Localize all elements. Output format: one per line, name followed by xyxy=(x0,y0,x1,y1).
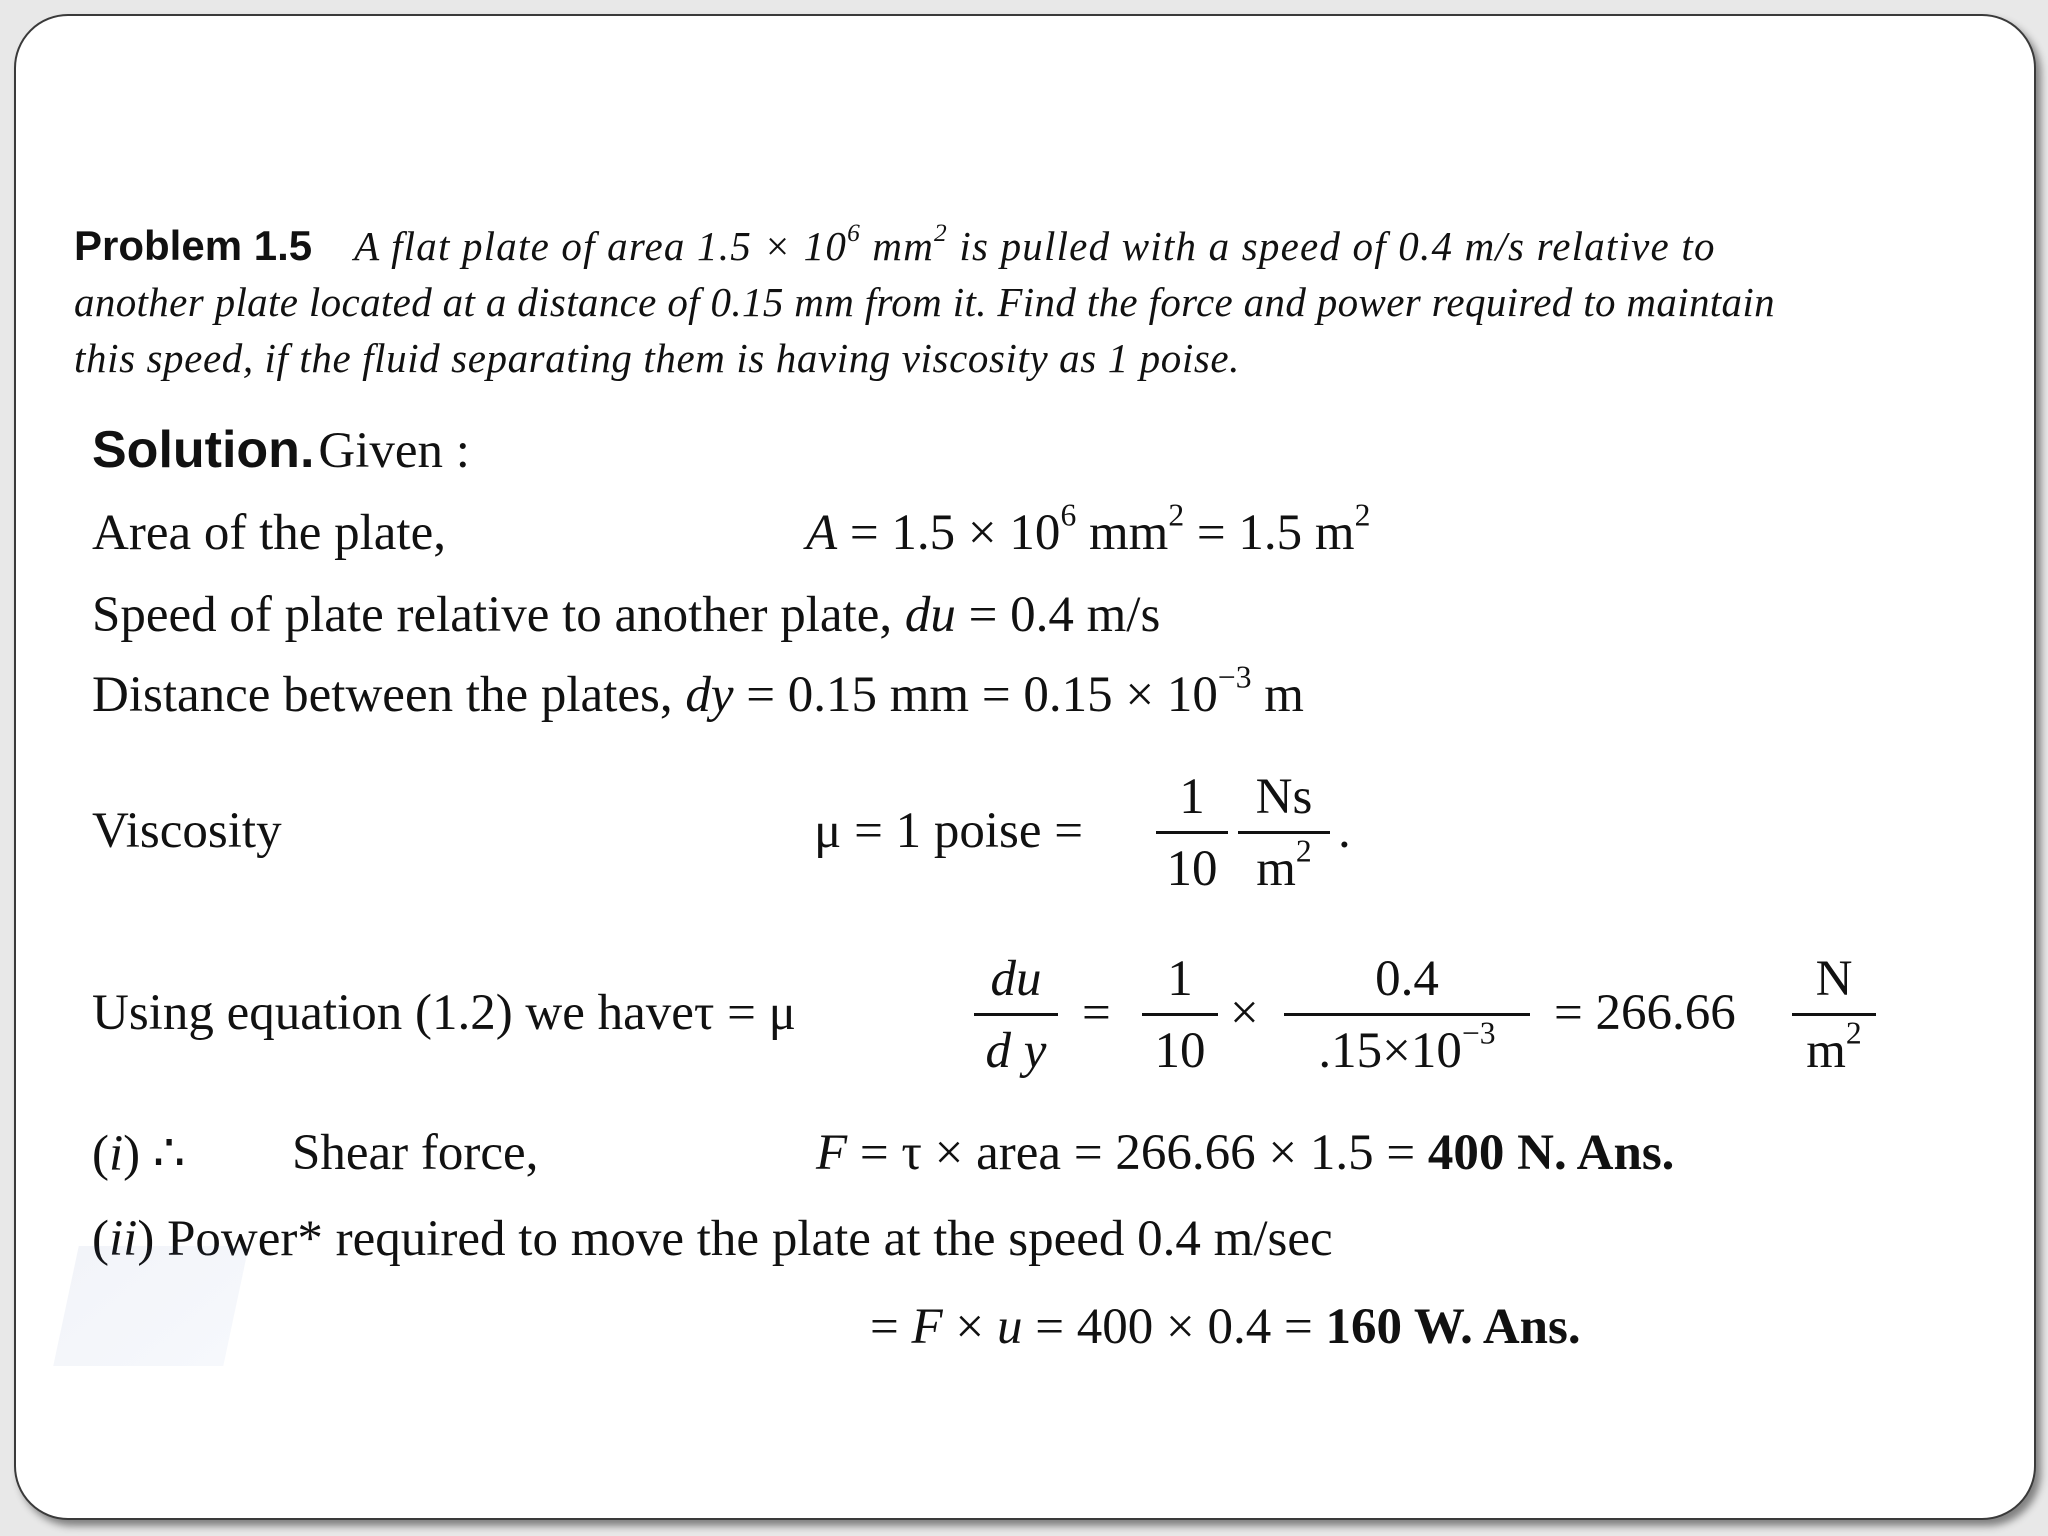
viscosity-label: Viscosity xyxy=(92,803,282,859)
given-label: Given : xyxy=(318,423,470,479)
problem-line-1: A flat plate of area $1.5 \times 10^6$ $mm^2$ is pulled with a speed of 0.4 m/s relative to xyxy=(354,218,1716,269)
viscosity-fraction-1: 1 10 xyxy=(1156,772,1228,895)
slide xyxy=(14,14,2036,1520)
area-label: Area of the plate, xyxy=(92,505,446,561)
problem-label: Problem 1.5 xyxy=(74,222,313,269)
solution-heading xyxy=(92,420,470,480)
shear-stress-result: = 266.66 xyxy=(1554,985,1736,1041)
times-sign: × xyxy=(1230,985,1259,1041)
power-equation: = F × u = 400 × 0.4 = 160 W. Ans. xyxy=(870,1299,1581,1355)
problem-line-3: this speed, if the fluid separating them is having viscosity as 1 poise. xyxy=(74,335,1241,381)
problem-heading-line xyxy=(74,218,1716,270)
problem-line-2: another plate located at a distance of 0.15 mm from it. Find the force and power required to maintain xyxy=(74,279,1775,325)
one-tenth-fraction: 1 10 xyxy=(1142,954,1218,1077)
viscosity-fraction-2: Ns $m^2$ xyxy=(1238,772,1330,895)
shear-force-equation: F = τ × area = 266.66 × 1.5 = 400 N. Ans. xyxy=(816,1125,1675,1181)
distance-line: Distance between the plates, dy = 0.15 mm = $0.15 \times 10^{-3}$ m xyxy=(92,659,1304,723)
part-i-label: (i) ∴ xyxy=(92,1126,186,1182)
velocity-gradient-fraction: 0.4 $.15\times 10^{-3}$ xyxy=(1284,954,1530,1077)
viscosity-dot: . xyxy=(1338,803,1351,859)
using-equation-label: Using equation (1.2) we haveτ = μ xyxy=(92,985,797,1041)
solution-label: Solution. xyxy=(92,421,315,479)
du-dy-fraction: du d y xyxy=(974,954,1058,1077)
shear-force-label: Shear force, xyxy=(292,1125,539,1181)
equals-sign-1: = xyxy=(1082,985,1111,1041)
speed-line: Speed of plate relative to another plate, du = 0.4 m/s xyxy=(92,587,1161,643)
power-line: (ii) Power* required to move the plate at the speed 0.4 m/sec xyxy=(92,1211,1333,1267)
unit-fraction: N $m^2$ xyxy=(1792,954,1876,1077)
viscosity-equation: μ = 1 poise = xyxy=(814,803,1084,859)
faint-watermark xyxy=(53,1246,249,1366)
area-equation: $A = 1.5 \times 10^6$ $mm^2 = 1.5$ $m^2$ xyxy=(806,497,1371,561)
